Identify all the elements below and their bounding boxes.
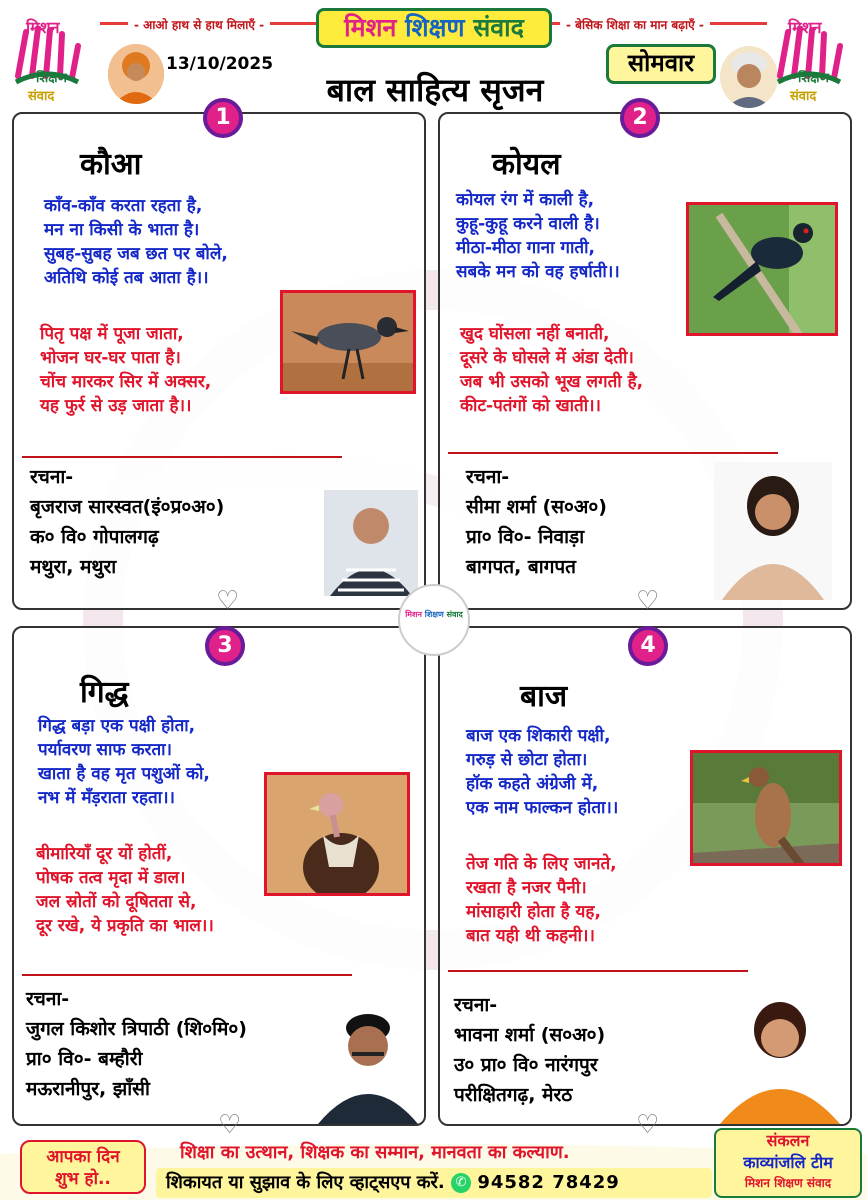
heart-icon: ♡ bbox=[216, 586, 240, 616]
center-logo-text-1: मिशन bbox=[405, 610, 422, 619]
heart-icon: ♡ bbox=[218, 1110, 242, 1140]
contact-bar bbox=[156, 1168, 712, 1198]
poem-line: जब भी उसको भूख लगती है, bbox=[460, 372, 644, 392]
poem-line: यह फुर्र से उड़ जाता है।। bbox=[40, 396, 192, 416]
logo-text-1: मिशन bbox=[788, 18, 822, 37]
vivekananda-portrait bbox=[108, 44, 164, 104]
poem-2-stanza-1 bbox=[456, 188, 620, 284]
poem-number-2: 2 bbox=[620, 98, 660, 138]
crow-photo bbox=[280, 290, 416, 394]
center-logo-text-3: संवाद bbox=[446, 610, 463, 619]
author-name: बृजराज सारस्वत(इं०प्र०अ०) bbox=[30, 496, 225, 518]
contact-text: शिकायत या सुझाव के लिए व्हाट्सएप करें. bbox=[166, 1172, 445, 1193]
poem-4-author bbox=[454, 990, 605, 1110]
poem-line: सबके मन को वह हर्षाती।। bbox=[456, 262, 620, 282]
poem-line: हॉक कहते अंग्रेजी में, bbox=[466, 774, 599, 794]
poem-line: दूर रखे, ये प्रकृति का भाल।। bbox=[36, 916, 214, 936]
hawk-photo bbox=[690, 750, 842, 866]
poem-line: एक नाम फाल्कन होता।। bbox=[466, 798, 619, 818]
author-label: रचना- bbox=[466, 466, 510, 488]
poem-line: बीमारियाँ दूर यों होतीं, bbox=[36, 844, 173, 864]
author-location: बागपत, बागपत bbox=[466, 556, 577, 578]
author-location: मऊरानीपुर, झाँसी bbox=[26, 1078, 150, 1100]
poem-line: चोंच मारकर सिर में अक्सर, bbox=[40, 372, 212, 392]
poem-1-author bbox=[30, 462, 224, 582]
tagline-right: - बेसिक शिक्षा का मान बढ़ाएँ - bbox=[560, 14, 710, 35]
author-label: रचना- bbox=[454, 994, 498, 1016]
greeting-line: आपका दिन bbox=[46, 1147, 120, 1167]
greeting-line: शुभ हो.. bbox=[55, 1169, 111, 1189]
poem-2-stanza-2 bbox=[460, 322, 643, 418]
poem-line: पर्यावरण साफ करता। bbox=[38, 740, 172, 760]
phone-number[interactable]: 94582 78429 bbox=[477, 1172, 620, 1193]
poem-line: मीठा-मीठा गाना गाती, bbox=[456, 238, 595, 258]
poem-line: गरुड़ से छोटा होता। bbox=[466, 750, 588, 770]
poem-line: दूसरे के घोसले में अंडा देती। bbox=[460, 348, 634, 368]
poem-line: कुहू-कुहू करने वाली है। bbox=[456, 214, 600, 234]
compile-badge bbox=[714, 1128, 862, 1198]
author-school: प्रा० वि०- बम्हौरी bbox=[26, 1048, 143, 1070]
logo-text-1: मिशन bbox=[26, 18, 60, 37]
poem-line: गिद्ध बड़ा एक पक्षी होता, bbox=[38, 716, 196, 736]
compile-team: काव्यांजलि टीम bbox=[743, 1153, 833, 1172]
poem-title-4: बाज bbox=[520, 679, 568, 714]
author-label: रचना- bbox=[26, 988, 70, 1010]
compile-label: संकलन bbox=[766, 1131, 810, 1150]
brand-part-2: शिक्षण bbox=[405, 13, 465, 42]
author-school: उ० प्रा० वि० नारंगपुर bbox=[454, 1054, 598, 1076]
compile-org: मिशन शिक्षण संवाद bbox=[744, 1176, 832, 1190]
poem-line: खाता है वह मृत पशुओं को, bbox=[38, 764, 210, 784]
poem-line: बाज एक शिकारी पक्षी, bbox=[466, 726, 611, 746]
poem-4-stanza-1 bbox=[466, 724, 618, 820]
poem-line: अतिथि कोई तब आता है।। bbox=[44, 268, 209, 288]
poem-line: मन ना किसी के भाता है। bbox=[44, 220, 200, 240]
poem-line: खुद घोंसला नहीं बनाती, bbox=[460, 324, 610, 344]
author-location: परीक्षितगढ़, मेरठ bbox=[454, 1084, 573, 1106]
whatsapp-icon: ✆ bbox=[451, 1173, 471, 1193]
poem-number-4: 4 bbox=[628, 626, 668, 666]
mission-logo-left bbox=[6, 8, 101, 104]
poem-title-1: कौआ bbox=[80, 147, 142, 182]
divider bbox=[22, 456, 342, 458]
poem-line: तेज गति के लिए जानते, bbox=[466, 854, 617, 874]
poem-line: पोषक तत्व मृदा में डाल। bbox=[36, 868, 186, 888]
poem-2-author bbox=[466, 462, 607, 582]
heart-icon: ♡ bbox=[636, 1110, 660, 1140]
poem-3-stanza-2 bbox=[36, 842, 214, 938]
poem-line: काँव-काँव करता रहता है, bbox=[44, 196, 203, 216]
poem-line: कीट-पतंगों को खाती।। bbox=[460, 396, 601, 416]
poem-number-3: 3 bbox=[205, 626, 245, 666]
center-logo bbox=[398, 584, 470, 656]
greeting-badge bbox=[20, 1140, 146, 1194]
poem-line: कोयल रंग में काली है, bbox=[456, 190, 595, 210]
poem-line: जल स्रोतों को दूषितता से, bbox=[36, 892, 197, 912]
logo-text-3: संवाद bbox=[28, 89, 55, 104]
poem-3-stanza-1 bbox=[38, 714, 210, 810]
author-name: भावना शर्मा (स०अ०) bbox=[454, 1024, 606, 1046]
brand-banner bbox=[316, 8, 552, 48]
date-label: 13/10/2025 bbox=[166, 54, 274, 74]
poem-title-3: गिद्ध bbox=[80, 675, 129, 710]
poem-3-author bbox=[26, 984, 247, 1104]
author-photo-3 bbox=[318, 1000, 418, 1124]
poem-4-stanza-2 bbox=[466, 852, 617, 948]
koel-photo bbox=[686, 202, 838, 336]
divider bbox=[448, 452, 778, 454]
poem-line: मांसाहारी होता है यह, bbox=[466, 902, 601, 922]
page-title: बाल साहित्य सृजन bbox=[326, 71, 544, 109]
poem-number-1: 1 bbox=[203, 98, 243, 138]
author-photo-2 bbox=[714, 462, 832, 600]
divider bbox=[22, 974, 352, 976]
author-photo-1 bbox=[324, 490, 418, 596]
tagline-left: - आओ हाथ से हाथ मिलाएँ - bbox=[128, 14, 270, 35]
author-name: सीमा शर्मा (स०अ०) bbox=[466, 496, 607, 518]
author-photo-4 bbox=[716, 990, 844, 1124]
logo-text-3: संवाद bbox=[790, 89, 817, 104]
author-name: जुगल किशोर त्रिपाठी (शि०मि०) bbox=[26, 1018, 247, 1040]
day-badge: सोमवार bbox=[606, 44, 716, 84]
author-label: रचना- bbox=[30, 466, 74, 488]
poem-line: पितृ पक्ष में पूजा जाता, bbox=[40, 324, 184, 344]
poem-line: रखता है नजर पैनी। bbox=[466, 878, 587, 898]
poem-line: नभ में मँड़राता रहता।। bbox=[38, 788, 175, 808]
brand-part-3: संवाद bbox=[473, 13, 524, 42]
poem-1-stanza-2 bbox=[40, 322, 211, 418]
poem-1-stanza-1 bbox=[44, 194, 228, 290]
author-location: मथुरा, मथुरा bbox=[30, 556, 117, 578]
divider bbox=[448, 970, 748, 972]
brand-part-1: मिशन bbox=[344, 13, 397, 42]
logo-text-2: शिक्षण bbox=[798, 71, 829, 86]
footer-slogan: शिक्षा का उत्थान, शिक्षक का सम्मान, मानवता का कल्याण. bbox=[180, 1142, 570, 1163]
author-school: प्रा० वि०- निवाड़ा bbox=[466, 526, 585, 548]
author-school: क० वि० गोपालगढ़ bbox=[30, 526, 159, 548]
center-logo-text-2: शिक्षण bbox=[424, 610, 444, 619]
poem-line: सुबह-सुबह जब छत पर बोले, bbox=[44, 244, 228, 264]
poem-line: बात यही थी कहनी।। bbox=[466, 926, 595, 946]
logo-text-2: शिक्षण bbox=[36, 71, 67, 86]
mission-logo-right bbox=[768, 8, 863, 104]
poem-title-2: कोयल bbox=[492, 147, 561, 182]
vulture-photo bbox=[264, 772, 410, 896]
poem-line: भोजन घर-घर पाता है। bbox=[40, 348, 181, 368]
heart-icon: ♡ bbox=[636, 586, 660, 616]
